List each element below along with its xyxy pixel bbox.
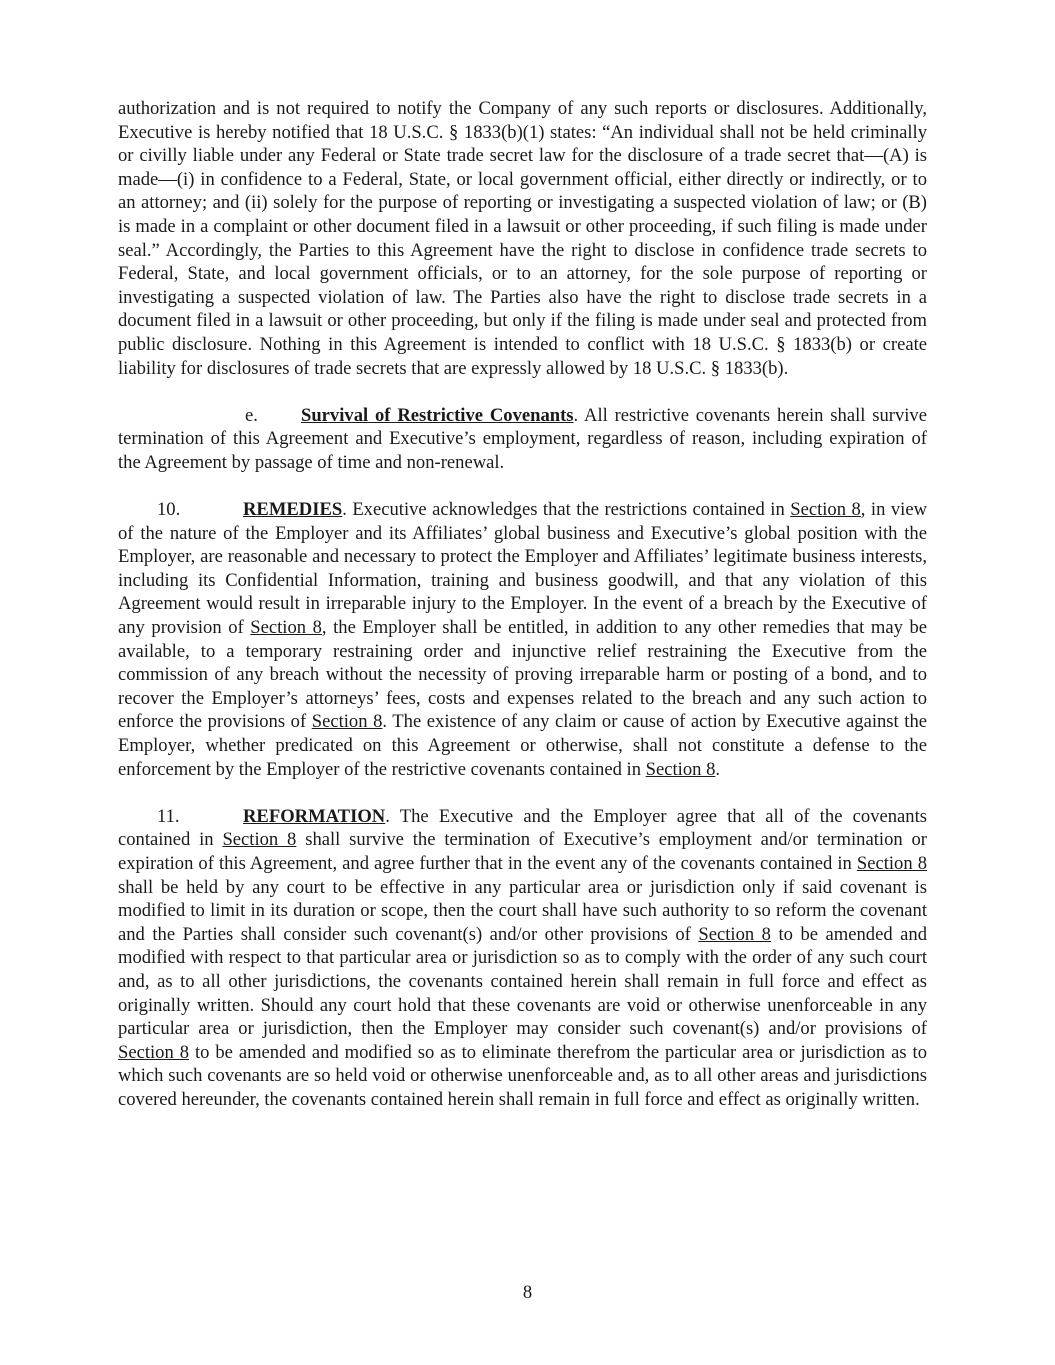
section-8-reference: Section 8 bbox=[118, 1041, 190, 1063]
section-8-reference: Section 8 bbox=[311, 711, 383, 733]
document-page bbox=[118, 97, 927, 1112]
section-8-reference: Section 8 bbox=[250, 617, 322, 639]
section-number-10: 10. bbox=[157, 499, 181, 521]
reformation-text-4: to be amended and modified with respect to that particular area or jurisdiction so as to comply with the order of any such court and, as to all other jurisdictions, the covenants contained herein shall remain in full force and effect as originally written. Should any court hold that these covenants are void or otherwise unenforceable in any particular area or jurisdiction, then the Employer may consider such covenant(s) and/or provisions of bbox=[118, 923, 927, 1040]
paragraph-e-survival bbox=[118, 404, 927, 475]
heading-remedies: REMEDIES bbox=[243, 499, 343, 521]
page-number: 8 bbox=[522, 1282, 533, 1303]
reformation-text-1: . The Executive and the Employer agree that all of the covenants contained in bbox=[118, 805, 927, 851]
section-8-reference: Section 8 bbox=[856, 853, 927, 874]
remedies-text-4: . The existence of any claim or cause of action by Executive against the Employer, whether predicated on this Agreement or otherwise, shall not constitute a defense to the enforcement by the Employer of the restrictive covenants contained in bbox=[118, 711, 927, 780]
heading-survival-of-restrictive-covenants: Survival of Restrictive Covenants bbox=[301, 404, 574, 426]
paragraph-trade-secret-notice: authorization and is not required to notify the Company of any such reports or disclosures. Additionally, Executive is hereby notified that 18 U.S.C. § 1833(b)(1) states: “An individual shall not be held criminally or civilly liable under any Federal or State trade secret law for the disclosure of a trade secret that—(A) is made—(i) in confidence to a Federal, State, or local government official, either directly or indirectly, or to an attorney; and (ii) solely for the purpose of reporting or investigating a suspected violation of law; or (B) is made in a complaint or other document filed in a lawsuit or other proceeding, if such filing is made under seal.” Accordingly, the Parties to this Agreement have the right to disclose in confidence trade secrets to Federal, State, and local government officials, or to an attorney, for the sole purpose of reporting or investigating a suspected violation of law. The Parties also have the right to disclose trade secrets in a document filed in a lawsuit or other proceeding, but only if the filing is made under seal and protected from public disclosure. Nothing in this Agreement is intended to conflict with 18 U.S.C. § 1833(b) or create liability for disclosures of trade secrets that are expressly allowed by 18 U.S.C. § 1833(b). bbox=[118, 98, 927, 379]
remedies-text-3: , the Employer shall be entitled, in addition to any other remedies that may be available, to a temporary restraining order and injunctive relief restraining the Executive from the commission of any breach without the necessity of proving irreparable harm or posting of a bond, and to recover the Employer’s attorneys’ fees, costs and expenses related to the breach and any such action to enforce the provisions of bbox=[118, 617, 927, 733]
remedies-text-5: . bbox=[715, 758, 721, 780]
section-8-reference: Section 8 bbox=[698, 923, 771, 945]
reformation-text-3: shall be held by any court to be effective in any particular area or jurisdiction only if said covenant is modified to limit in its duration or scope, then the court shall have such authority to so reform the covenant and the Parties shall consider such covenant(s) and/or other provisions of bbox=[118, 876, 927, 945]
paragraph-11-reformation bbox=[118, 805, 927, 1112]
remedies-text-2: , in view of the nature of the Employer and its Affiliates’ global business and Executive’s global position with the Employer, are reasonable and necessary to protect the Employer and Affiliates’ legitimate business interests, including its Confidential Information, training and business goodwill, and that any violation of this Agreement would result in irreparable injury to the Employer. In the event of a breach by the Executive of any provision of bbox=[118, 499, 927, 639]
heading-reformation: REFORMATION bbox=[243, 805, 386, 827]
reformation-text-5: to be amended and modified so as to eliminate therefrom the particular area or jurisdiction as to which such covenants are so held void or otherwise unenforceable and, as to all other areas and jurisdictions covered hereunder, the covenants contained herein shall remain in full force and effect as originally written. bbox=[118, 1041, 928, 1110]
section-8-reference: Section 8 bbox=[645, 758, 716, 780]
paragraph-10-remedies bbox=[118, 498, 927, 781]
paragraph-e-text: . All restrictive covenants herein shall survive termination of this Agreement and Executive’s employment, regardless of reason, including expiration of the Agreement by passage of time and non-renewal. bbox=[118, 404, 927, 473]
section-8-reference: Section 8 bbox=[790, 499, 861, 521]
remedies-text-1: . Executive acknowledges that the restrictions contained in bbox=[342, 499, 791, 521]
reformation-text-2: shall survive the termination of Executive’s employment and/or termination or expiration of this Agreement, and agree further that in the event any of the covenants contained in bbox=[118, 829, 927, 874]
subsection-label-e: e. bbox=[245, 404, 258, 426]
section-8-reference: Section 8 bbox=[222, 829, 297, 851]
section-number-11: 11. bbox=[157, 805, 180, 827]
